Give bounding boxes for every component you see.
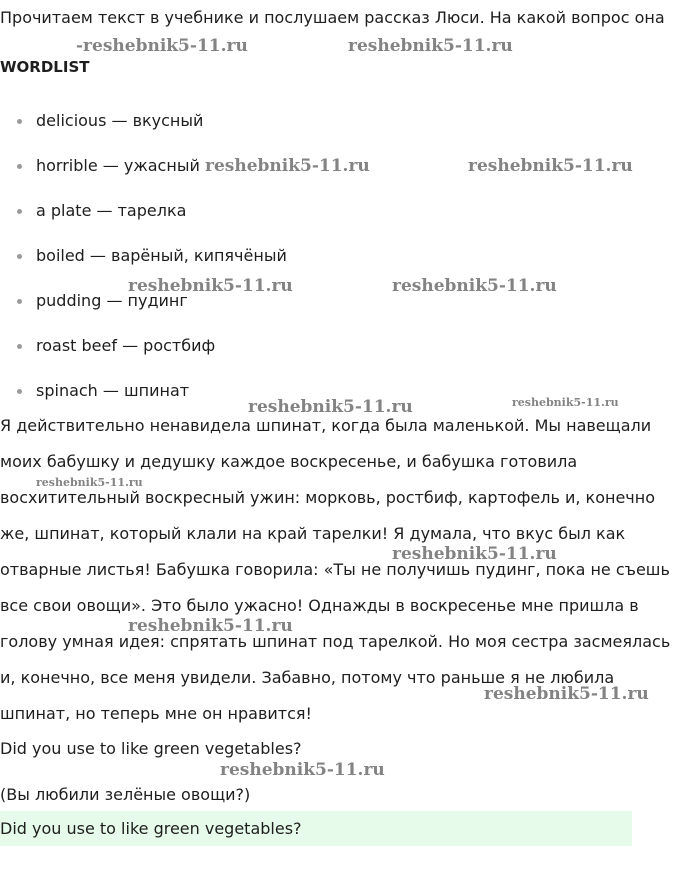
wordlist-heading: WORDLIST <box>0 58 90 76</box>
list-item: spinach — шпинат <box>0 368 287 413</box>
watermark: reshebnik5-11.ru <box>392 544 557 564</box>
list-item: pudding — пудинг <box>0 278 287 323</box>
answer-box: Did you use to like green vegetables? <box>0 811 632 846</box>
watermark: reshebnik5-11.ru <box>128 276 293 296</box>
watermark: reshebnik5-11.ru <box>36 476 143 489</box>
story-text: Я действительно ненавидела шпинат, когда была маленькой. Мы навещали моих бабушку и дедушку каждое воскресенье, и бабушка готовила восхитительный воскресный ужин: морковь, ростбиф, картофель и, конечно же, шпинат, который клали на край тарелки! Я думала, что вкус был как отварные листья! Бабушка говорила: «Ты не получишь пудинг, пока не съешь все свои овощи». Это было ужасно! Однажды в воскресенье мне пришла в голову умная идея: спрятать шпинат под тарелкой. Но моя сестра засмеялась и, конечно, все меня увидели. Забавно, потому что раньше я не любила шпинат, но теперь мне он нравится! <box>0 416 671 723</box>
list-item: roast beef — ростбиф <box>0 323 287 368</box>
intro-text: Прочитаем текст в учебнике и послушаем рассказ Люси. На какой вопрос она <box>0 8 665 27</box>
question: Did you use to like green vegetables? <box>0 739 302 758</box>
watermark: reshebnik5-11.ru <box>220 760 385 780</box>
question-translation: (Вы любили зелёные овощи?) <box>0 785 251 804</box>
list-item: boiled — варёный, кипячёный <box>0 233 287 278</box>
list-item: delicious — вкусный <box>0 98 287 143</box>
watermark: reshebnik5-11.ru <box>392 276 557 296</box>
watermark: reshebnik5-11.ru <box>468 156 633 176</box>
list-item: a plate — тарелка <box>0 188 287 233</box>
watermark: reshebnik5-11.ru <box>348 36 513 56</box>
wordlist <box>0 98 287 413</box>
watermark: reshebnik5-11.ru <box>512 396 619 409</box>
watermark: -reshebnik5-11.ru <box>76 36 248 56</box>
watermark: reshebnik5-11.ru <box>205 156 370 176</box>
watermark: reshebnik5-11.ru <box>128 616 293 636</box>
list-item: horrible — ужасный <box>0 143 287 188</box>
watermark: reshebnik5-11.ru <box>248 397 413 417</box>
watermark: reshebnik5-11.ru <box>484 684 649 704</box>
